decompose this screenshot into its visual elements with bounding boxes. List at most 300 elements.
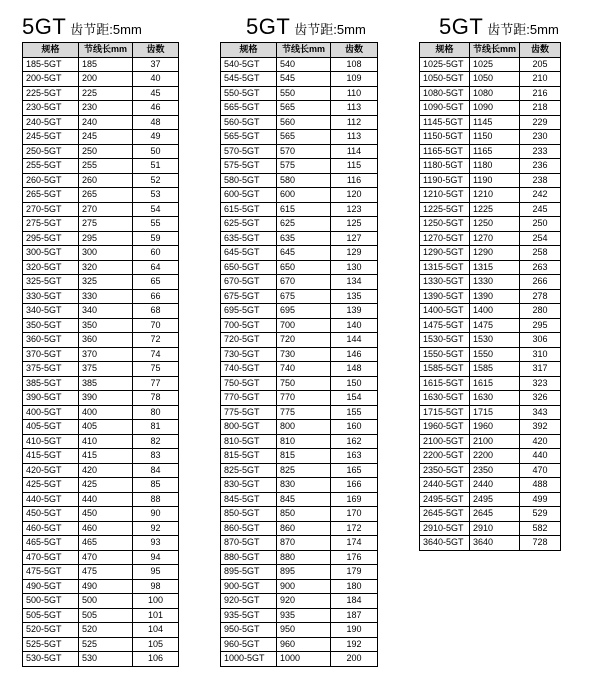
table-row xyxy=(420,362,561,377)
cell-teeth: 440 xyxy=(520,449,561,464)
table-row xyxy=(23,86,179,101)
cell-spec: 200-5GT xyxy=(23,72,79,87)
table-row xyxy=(420,202,561,217)
cell-pitch-length: 225 xyxy=(79,86,133,101)
cell-pitch-length: 545 xyxy=(277,72,331,87)
cell-spec: 340-5GT xyxy=(23,304,79,319)
cell-pitch-length: 750 xyxy=(277,376,331,391)
cell-spec: 450-5GT xyxy=(23,507,79,522)
table-row xyxy=(221,173,378,188)
table-row xyxy=(23,347,179,362)
cell-spec: 1315-5GT xyxy=(420,260,470,275)
cell-teeth: 51 xyxy=(133,159,179,174)
cell-spec: 565-5GT xyxy=(221,130,277,145)
table-row xyxy=(221,550,378,565)
table-row xyxy=(23,115,179,130)
table-row xyxy=(221,159,378,174)
table-row xyxy=(420,347,561,362)
table-row xyxy=(221,101,378,116)
cell-teeth: 82 xyxy=(133,434,179,449)
table-row xyxy=(420,318,561,333)
table-row xyxy=(420,391,561,406)
section-title xyxy=(419,12,561,42)
cell-spec: 880-5GT xyxy=(221,550,277,565)
cell-spec: 550-5GT xyxy=(221,86,277,101)
cell-teeth: 245 xyxy=(520,202,561,217)
cell-pitch-length: 385 xyxy=(79,376,133,391)
cell-spec: 2495-5GT xyxy=(420,492,470,507)
cell-pitch-length: 1080 xyxy=(470,86,520,101)
table-header-row xyxy=(420,43,561,58)
cell-spec: 230-5GT xyxy=(23,101,79,116)
cell-spec: 1000-5GT xyxy=(221,652,277,667)
cell-spec: 845-5GT xyxy=(221,492,277,507)
cell-teeth: 77 xyxy=(133,376,179,391)
cell-pitch-length: 475 xyxy=(79,565,133,580)
cell-spec: 730-5GT xyxy=(221,347,277,362)
cell-pitch-length: 230 xyxy=(79,101,133,116)
table-row xyxy=(23,318,179,333)
cell-spec: 375-5GT xyxy=(23,362,79,377)
table-row xyxy=(221,594,378,609)
cell-pitch-length: 580 xyxy=(277,173,331,188)
cell-spec: 295-5GT xyxy=(23,231,79,246)
cell-teeth: 218 xyxy=(520,101,561,116)
cell-pitch-length: 810 xyxy=(277,434,331,449)
cell-teeth: 146 xyxy=(331,347,378,362)
table-row xyxy=(23,420,179,435)
table-row xyxy=(23,579,179,594)
cell-pitch-length: 1960 xyxy=(470,420,520,435)
table-row xyxy=(221,608,378,623)
cell-pitch-length: 265 xyxy=(79,188,133,203)
cell-teeth: 37 xyxy=(133,57,179,72)
cell-teeth: 120 xyxy=(331,188,378,203)
cell-pitch-length: 695 xyxy=(277,304,331,319)
cell-spec: 240-5GT xyxy=(23,115,79,130)
cell-pitch-length: 2350 xyxy=(470,463,520,478)
cell-pitch-length: 1400 xyxy=(470,304,520,319)
table-row xyxy=(221,318,378,333)
cell-spec: 1150-5GT xyxy=(420,130,470,145)
cell-teeth: 68 xyxy=(133,304,179,319)
cell-pitch-length: 505 xyxy=(79,608,133,623)
cell-teeth: 263 xyxy=(520,260,561,275)
table-row xyxy=(420,144,561,159)
cell-pitch-length: 185 xyxy=(79,57,133,72)
cell-spec: 625-5GT xyxy=(221,217,277,232)
cell-teeth: 127 xyxy=(331,231,378,246)
cell-spec: 2100-5GT xyxy=(420,434,470,449)
cell-spec: 1475-5GT xyxy=(420,318,470,333)
cell-spec: 245-5GT xyxy=(23,130,79,145)
cell-spec: 2200-5GT xyxy=(420,449,470,464)
cell-teeth: 166 xyxy=(331,478,378,493)
table-row xyxy=(420,130,561,145)
cell-spec: 600-5GT xyxy=(221,188,277,203)
table-row xyxy=(420,434,561,449)
table-row xyxy=(221,188,378,203)
table-row xyxy=(221,565,378,580)
table-row xyxy=(221,115,378,130)
cell-teeth: 65 xyxy=(133,275,179,290)
table-row xyxy=(221,362,378,377)
cell-pitch-length: 245 xyxy=(79,130,133,145)
cell-teeth: 53 xyxy=(133,188,179,203)
table-row xyxy=(221,478,378,493)
cell-spec: 275-5GT xyxy=(23,217,79,232)
cell-teeth: 78 xyxy=(133,391,179,406)
cell-pitch-length: 1000 xyxy=(277,652,331,667)
cell-teeth: 254 xyxy=(520,231,561,246)
cell-teeth: 81 xyxy=(133,420,179,435)
table-row xyxy=(221,246,378,261)
cell-teeth: 190 xyxy=(331,623,378,638)
table-row xyxy=(221,376,378,391)
table-row xyxy=(23,565,179,580)
cell-teeth: 48 xyxy=(133,115,179,130)
cell-pitch-length: 1150 xyxy=(470,130,520,145)
cell-pitch-length: 575 xyxy=(277,159,331,174)
cell-pitch-length: 650 xyxy=(277,260,331,275)
cell-teeth: 66 xyxy=(133,289,179,304)
cell-spec: 860-5GT xyxy=(221,521,277,536)
table-row xyxy=(221,72,378,87)
table-column-1 xyxy=(22,12,179,667)
cell-pitch-length: 1250 xyxy=(470,217,520,232)
table-row xyxy=(420,260,561,275)
cell-teeth: 80 xyxy=(133,405,179,420)
cell-spec: 800-5GT xyxy=(221,420,277,435)
cell-pitch-length: 450 xyxy=(79,507,133,522)
cell-teeth: 113 xyxy=(331,101,378,116)
cell-teeth: 110 xyxy=(331,86,378,101)
cell-pitch-length: 730 xyxy=(277,347,331,362)
table-column-3 xyxy=(419,12,561,551)
table-row xyxy=(23,231,179,246)
title-main: 5GT xyxy=(439,14,484,39)
belt-spec-table xyxy=(220,42,378,667)
cell-teeth: 125 xyxy=(331,217,378,232)
cell-spec: 1190-5GT xyxy=(420,173,470,188)
cell-spec: 1165-5GT xyxy=(420,144,470,159)
cell-spec: 2440-5GT xyxy=(420,478,470,493)
cell-pitch-length: 490 xyxy=(79,579,133,594)
cell-teeth: 266 xyxy=(520,275,561,290)
cell-pitch-length: 960 xyxy=(277,637,331,652)
cell-teeth: 115 xyxy=(331,159,378,174)
cell-pitch-length: 2645 xyxy=(470,507,520,522)
cell-pitch-length: 565 xyxy=(277,130,331,145)
table-row xyxy=(221,202,378,217)
cell-spec: 270-5GT xyxy=(23,202,79,217)
cell-spec: 1585-5GT xyxy=(420,362,470,377)
cell-pitch-length: 1390 xyxy=(470,289,520,304)
table-row xyxy=(420,159,561,174)
cell-pitch-length: 635 xyxy=(277,231,331,246)
cell-teeth: 94 xyxy=(133,550,179,565)
title-main: 5GT xyxy=(22,14,67,39)
cell-pitch-length: 895 xyxy=(277,565,331,580)
cell-pitch-length: 255 xyxy=(79,159,133,174)
cell-pitch-length: 465 xyxy=(79,536,133,551)
cell-pitch-length: 520 xyxy=(79,623,133,638)
cell-teeth: 162 xyxy=(331,434,378,449)
table-row xyxy=(420,376,561,391)
cell-teeth: 169 xyxy=(331,492,378,507)
cell-teeth: 230 xyxy=(520,130,561,145)
cell-pitch-length: 850 xyxy=(277,507,331,522)
cell-spec: 530-5GT xyxy=(23,652,79,667)
cell-teeth: 129 xyxy=(331,246,378,261)
table-row xyxy=(221,333,378,348)
cell-teeth: 154 xyxy=(331,391,378,406)
cell-pitch-length: 1550 xyxy=(470,347,520,362)
cell-pitch-length: 1090 xyxy=(470,101,520,116)
cell-teeth: 317 xyxy=(520,362,561,377)
cell-spec: 390-5GT xyxy=(23,391,79,406)
cell-teeth: 160 xyxy=(331,420,378,435)
cell-teeth: 114 xyxy=(331,144,378,159)
cell-pitch-length: 775 xyxy=(277,405,331,420)
cell-teeth: 52 xyxy=(133,173,179,188)
title-pitch: 齿节距:5mm xyxy=(294,22,366,37)
cell-pitch-length: 240 xyxy=(79,115,133,130)
cell-spec: 540-5GT xyxy=(221,57,277,72)
cell-spec: 350-5GT xyxy=(23,318,79,333)
cell-teeth: 130 xyxy=(331,260,378,275)
cell-pitch-length: 770 xyxy=(277,391,331,406)
table-row xyxy=(420,420,561,435)
cell-teeth: 88 xyxy=(133,492,179,507)
table-row xyxy=(420,463,561,478)
table-row xyxy=(221,507,378,522)
table-row xyxy=(23,57,179,72)
cell-pitch-length: 360 xyxy=(79,333,133,348)
table-row xyxy=(221,463,378,478)
cell-teeth: 150 xyxy=(331,376,378,391)
table-row xyxy=(221,449,378,464)
table-row xyxy=(420,289,561,304)
table-row xyxy=(23,449,179,464)
cell-pitch-length: 270 xyxy=(79,202,133,217)
cell-pitch-length: 880 xyxy=(277,550,331,565)
cell-spec: 670-5GT xyxy=(221,275,277,290)
cell-teeth: 70 xyxy=(133,318,179,333)
cell-spec: 1270-5GT xyxy=(420,231,470,246)
cell-teeth: 280 xyxy=(520,304,561,319)
table-row xyxy=(23,478,179,493)
cell-spec: 1290-5GT xyxy=(420,246,470,261)
table-row xyxy=(420,217,561,232)
cell-spec: 250-5GT xyxy=(23,144,79,159)
cell-teeth: 49 xyxy=(133,130,179,145)
cell-teeth: 113 xyxy=(331,130,378,145)
cell-spec: 470-5GT xyxy=(23,550,79,565)
table-row xyxy=(23,101,179,116)
table-row xyxy=(420,275,561,290)
cell-spec: 385-5GT xyxy=(23,376,79,391)
cell-spec: 410-5GT xyxy=(23,434,79,449)
cell-teeth: 64 xyxy=(133,260,179,275)
cell-teeth: 172 xyxy=(331,521,378,536)
table-row xyxy=(221,536,378,551)
cell-pitch-length: 1270 xyxy=(470,231,520,246)
table-row xyxy=(221,579,378,594)
cell-spec: 1330-5GT xyxy=(420,275,470,290)
table-row xyxy=(420,231,561,246)
cell-teeth: 101 xyxy=(133,608,179,623)
cell-spec: 525-5GT xyxy=(23,637,79,652)
cell-teeth: 170 xyxy=(331,507,378,522)
cell-pitch-length: 935 xyxy=(277,608,331,623)
cell-pitch-length: 415 xyxy=(79,449,133,464)
table-row xyxy=(221,144,378,159)
table-row xyxy=(420,57,561,72)
cell-pitch-length: 700 xyxy=(277,318,331,333)
cell-pitch-length: 560 xyxy=(277,115,331,130)
table-row xyxy=(420,173,561,188)
cell-teeth: 108 xyxy=(331,57,378,72)
table-row xyxy=(420,188,561,203)
cell-teeth: 242 xyxy=(520,188,561,203)
cell-spec: 770-5GT xyxy=(221,391,277,406)
cell-pitch-length: 1715 xyxy=(470,405,520,420)
table-row xyxy=(23,173,179,188)
cell-spec: 545-5GT xyxy=(221,72,277,87)
cell-teeth: 238 xyxy=(520,173,561,188)
cell-teeth: 84 xyxy=(133,463,179,478)
cell-teeth: 148 xyxy=(331,362,378,377)
cell-pitch-length: 405 xyxy=(79,420,133,435)
cell-pitch-length: 410 xyxy=(79,434,133,449)
table-row xyxy=(221,652,378,667)
cell-spec: 260-5GT xyxy=(23,173,79,188)
cell-teeth: 499 xyxy=(520,492,561,507)
cell-spec: 695-5GT xyxy=(221,304,277,319)
cell-pitch-length: 425 xyxy=(79,478,133,493)
cell-spec: 1615-5GT xyxy=(420,376,470,391)
table-row xyxy=(420,101,561,116)
table-row xyxy=(23,521,179,536)
table-row xyxy=(420,449,561,464)
cell-spec: 615-5GT xyxy=(221,202,277,217)
cell-teeth: 258 xyxy=(520,246,561,261)
cell-teeth: 163 xyxy=(331,449,378,464)
cell-teeth: 306 xyxy=(520,333,561,348)
cell-spec: 775-5GT xyxy=(221,405,277,420)
cell-spec: 570-5GT xyxy=(221,144,277,159)
cell-spec: 300-5GT xyxy=(23,246,79,261)
table-row xyxy=(23,507,179,522)
table-row xyxy=(23,333,179,348)
table-row xyxy=(221,347,378,362)
cell-spec: 635-5GT xyxy=(221,231,277,246)
cell-teeth: 205 xyxy=(520,57,561,72)
table-row xyxy=(420,86,561,101)
cell-teeth: 184 xyxy=(331,594,378,609)
table-row xyxy=(23,362,179,377)
cell-teeth: 310 xyxy=(520,347,561,362)
cell-teeth: 104 xyxy=(133,623,179,638)
title-pitch: 齿节距:5mm xyxy=(487,22,559,37)
cell-teeth: 93 xyxy=(133,536,179,551)
table-column-2 xyxy=(220,12,378,667)
cell-pitch-length: 2200 xyxy=(470,449,520,464)
cell-pitch-length: 375 xyxy=(79,362,133,377)
table-row xyxy=(23,492,179,507)
cell-pitch-length: 645 xyxy=(277,246,331,261)
cell-spec: 475-5GT xyxy=(23,565,79,580)
cell-spec: 850-5GT xyxy=(221,507,277,522)
cell-pitch-length: 525 xyxy=(79,637,133,652)
cell-pitch-length: 1630 xyxy=(470,391,520,406)
cell-teeth: 59 xyxy=(133,231,179,246)
cell-pitch-length: 900 xyxy=(277,579,331,594)
cell-pitch-length: 390 xyxy=(79,391,133,406)
cell-pitch-length: 740 xyxy=(277,362,331,377)
cell-pitch-length: 550 xyxy=(277,86,331,101)
cell-spec: 645-5GT xyxy=(221,246,277,261)
cell-teeth: 45 xyxy=(133,86,179,101)
cell-teeth: 135 xyxy=(331,289,378,304)
cell-pitch-length: 2910 xyxy=(470,521,520,536)
cell-teeth: 105 xyxy=(133,637,179,652)
cell-spec: 1400-5GT xyxy=(420,304,470,319)
section-title xyxy=(22,12,179,42)
cell-teeth: 343 xyxy=(520,405,561,420)
title-main: 5GT xyxy=(246,14,291,39)
table-row xyxy=(23,202,179,217)
cell-pitch-length: 830 xyxy=(277,478,331,493)
cell-spec: 460-5GT xyxy=(23,521,79,536)
table-row xyxy=(23,405,179,420)
cell-pitch-length: 565 xyxy=(277,101,331,116)
table-row xyxy=(23,289,179,304)
table-row xyxy=(23,246,179,261)
cell-spec: 1250-5GT xyxy=(420,217,470,232)
table-row xyxy=(420,521,561,536)
cell-teeth: 187 xyxy=(331,608,378,623)
table-row xyxy=(23,72,179,87)
cell-spec: 420-5GT xyxy=(23,463,79,478)
cell-teeth: 470 xyxy=(520,463,561,478)
cell-teeth: 54 xyxy=(133,202,179,217)
cell-pitch-length: 1025 xyxy=(470,57,520,72)
header-pitch-length: 节线长mm xyxy=(277,43,331,58)
table-row xyxy=(23,594,179,609)
cell-teeth: 216 xyxy=(520,86,561,101)
cell-teeth: 529 xyxy=(520,507,561,522)
table-row xyxy=(221,289,378,304)
table-row xyxy=(221,130,378,145)
cell-spec: 830-5GT xyxy=(221,478,277,493)
cell-teeth: 134 xyxy=(331,275,378,290)
cell-pitch-length: 250 xyxy=(79,144,133,159)
table-row xyxy=(23,550,179,565)
table-row xyxy=(420,246,561,261)
cell-spec: 330-5GT xyxy=(23,289,79,304)
cell-spec: 440-5GT xyxy=(23,492,79,507)
cell-teeth: 155 xyxy=(331,405,378,420)
cell-pitch-length: 500 xyxy=(79,594,133,609)
cell-pitch-length: 870 xyxy=(277,536,331,551)
table-row xyxy=(23,304,179,319)
cell-teeth: 106 xyxy=(133,652,179,667)
cell-teeth: 180 xyxy=(331,579,378,594)
table-row xyxy=(221,275,378,290)
cell-spec: 520-5GT xyxy=(23,623,79,638)
